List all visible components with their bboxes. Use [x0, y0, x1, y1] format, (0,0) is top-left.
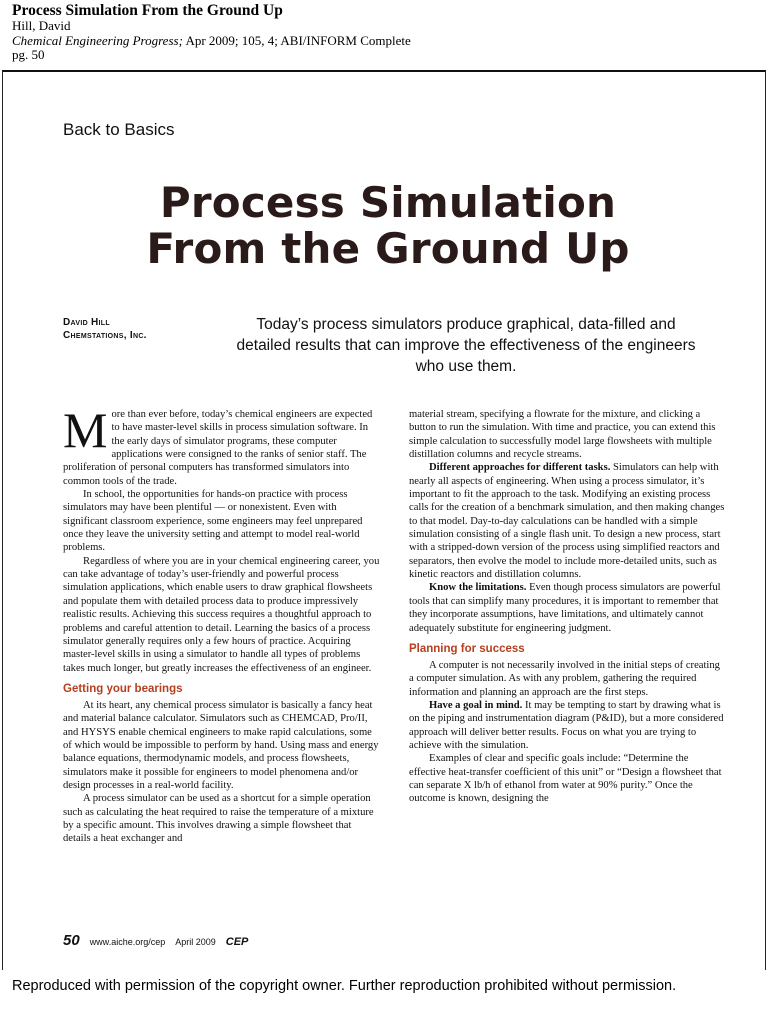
section-heading: Getting your bearings: [63, 682, 183, 695]
author-name: David Hill: [63, 317, 110, 328]
paragraph: More than ever before, today’s chemical engineers are expected to have master-level skills in process simulation software. In the early days of simulator programs, these computer applications were consigned to the ranks of senior staff. The proliferation of personal computers has transformed simulators into common tools of the trade.: [63, 402, 373, 487]
run-in-heading: Have a goal in mind.: [429, 699, 523, 711]
article-page: [2, 70, 766, 970]
citation-title: Process Simulation From the Ground Up: [12, 2, 283, 19]
paragraph: Different approaches for different tasks. Simulators can help with nearly all aspects of engineering. When using a process simulator, it’s important to fit the approach to the task. Modifying an existing process calls for the creation of a benchmark simulation, and then making changes to that model. Day-to-day calculations can be handled with a simple simulation consisting of a single flash unit. To design a new process, start with a stripped-down version of the process using simplified reactors and separators, then evolve the model to include more-detailed units, such as kinetic reactors and distillation columns.: [409, 462, 725, 581]
citation-page: pg. 50: [12, 47, 45, 62]
page-footer: [63, 932, 248, 949]
page-number: 50: [63, 932, 80, 949]
paragraph: Regardless of where you are in your chemical engineering career, you can take advantage of today’s user-friendly and powerful process simulation applications, which enable users to draw graphical flowsheets and populate them with detailed process data to produce impressively realistic results. Achieving this success requires a thoughtful approach to problems and careful attention to detail. Learning the basics of a process simulator generally requires only a few hours of practice. Acquiring master-level skills in using a simulator to handle all types of problems takes much longer, but greatly increases the effectiveness of an engineer.: [63, 555, 380, 674]
paragraph: Examples of clear and specific goals include: “Determine the effective heat-transfer coefficient of this unit” or “Design a flowsheet that can separate X lb/h of ethanol from water at 90% purity.” Once the outcome is known, designing the: [409, 753, 722, 805]
paragraph: material stream, specifying a flowrate for the mixture, and clicking a button to run the simulation. With time and practice, you can extend this simple calculation to successfully model large flowsheets with multiple distillation columns and recycle streams.: [409, 409, 716, 461]
paragraph: A computer is not necessarily involved in the initial steps of creating a computer simulation. As with any problem, gathering the required information and planning an approach are the first steps.: [409, 659, 720, 698]
citation-journal: Chemical Engineering Progress;: [12, 32, 183, 48]
left-column: [63, 402, 381, 846]
section-heading: Planning for success: [409, 642, 525, 655]
department-label: Back to Basics: [63, 120, 175, 139]
title-line-2: From the Ground Up: [146, 224, 630, 273]
magazine-logo: CEP: [225, 936, 249, 948]
paragraph: At its heart, any chemical process simulator is basically a fancy heat and material balance calculator. Simulators such as CHEMCAD, Pro/II, and HYSYS enable chemical engineers to make rapid calculations, some of which would be impossible to perform by hand. Using mass and energy balance equations, thermodynamic models, and process flowsheets, simulators make it possible for engineers to model phenomena and/or design processes in a real-world facility.: [63, 699, 379, 791]
citation-author: Hill, David: [12, 18, 71, 33]
copyright-notice: Reproduced with permission of the copyright owner. Further reproduction prohibited without permission.: [12, 978, 677, 994]
paragraph: A process simulator can be used as a shortcut for a simple operation such as calculating the heat required to raise the temperature of a mixture by a specific amount. This involves drawing a simple flowsheet that details a heat exchanger and: [63, 793, 374, 845]
byline: [63, 316, 147, 342]
footer-date: April 2009: [175, 937, 216, 947]
article-deck: Today’s process simulators produce graphical, data-filled and detailed results that can improve the effectiveness of the engineers who use them.: [236, 316, 696, 375]
footer-url: www.aiche.org/cep: [89, 937, 166, 947]
citation-issue: Apr 2009; 105, 4; ABI/INFORM Complete: [182, 32, 411, 48]
title-line-1: Process Simulation: [159, 178, 617, 227]
citation-source: [12, 34, 752, 49]
article-title: [63, 180, 713, 272]
paragraph: Have a goal in mind. It may be tempting to start by drawing what is on the piping and instrumentation diagram (P&ID), but a more considered approach will deliver better results. Focus on what you are trying to achieve with the simulation.: [409, 699, 724, 751]
paragraph: In school, the opportunities for hands-on practice with process simulators may have been plentiful — or nonexistent. Even with significant classroom experience, some engineers may feel unprepared once they leave the university setting and attempt to model real-world problems.: [63, 489, 363, 554]
author-affiliation: Chemstations, Inc.: [63, 330, 147, 341]
paragraph: Know the limitations. Even though process simulators are powerful tools that can simplify many procedures, it is important to remember that they incorporate assumptions, have limitations, and ultimately cannot adequately substitute for engineering judgment.: [409, 582, 721, 634]
citation-header: [12, 2, 752, 63]
drop-cap: M: [63, 402, 108, 458]
right-column: [409, 408, 727, 806]
run-in-heading: Different approaches for different tasks.: [429, 462, 611, 474]
run-in-heading: Know the limitations.: [429, 582, 527, 594]
